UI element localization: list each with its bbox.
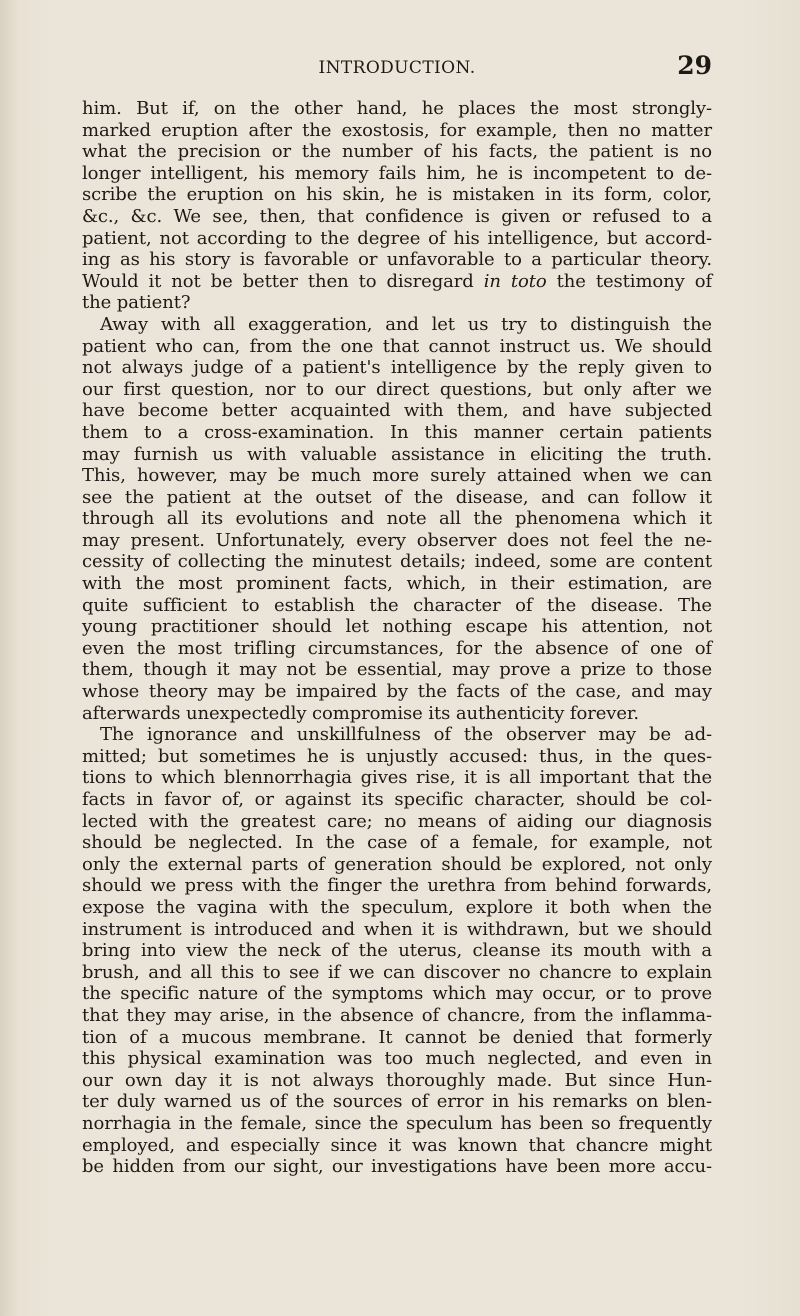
text-line: what the precision or the number of his facts, the patient is no (82, 141, 712, 163)
text-line: not always judge of a patient's intelligence by the reply given to (82, 357, 712, 379)
text-line: tions to which blennorrhagia gives rise, it is all important that the (82, 767, 712, 789)
text-line: cessity of collecting the minutest details; indeed, some are content (82, 551, 712, 573)
text-line: brush, and all this to see if we can discover no chancre to explain (82, 961, 712, 983)
text-line: employed, and especially since it was known that chancre might (82, 1134, 712, 1156)
text-line: that they may arise, in the absence of chancre, from the inflamma- (82, 1004, 712, 1026)
text-line: whose theory may be impaired by the facts of the case, and may (82, 681, 712, 703)
text-line: our first question, nor to our direct questions, but only after we (82, 378, 712, 400)
text-line: should be neglected. In the case of a female, for example, not (82, 832, 712, 854)
text-line: them to a cross-examination. In this manner certain patients (82, 421, 712, 443)
text-line: scribe the eruption on his skin, he is mistaken in its form, color, (82, 184, 712, 206)
text-line: may furnish us with valuable assistance in eliciting the truth. (82, 443, 712, 465)
text-line: see the patient at the outset of the disease, and can follow it (82, 486, 712, 508)
text-line: him. But if, on the other hand, he places the most strongly- (82, 98, 712, 119)
text-line: This, however, may be much more surely attained when we can (82, 465, 712, 487)
text-segment: the testimony of (556, 270, 713, 292)
text-line: patient who can, from the one that cannot instruct us. We should (82, 335, 712, 357)
text-line: through all its evolutions and note all the phenomena which it (82, 508, 712, 530)
text-line: tion of a mucous membrane. It cannot be denied that formerly (82, 1026, 712, 1048)
page-header (82, 51, 712, 86)
paragraph-start-line: The ignorance and unskillfulness of the observer may be ad- (100, 724, 712, 746)
text-line: should we press with the finger the urethra from behind forwards, (82, 875, 712, 897)
text-line: longer intelligent, his memory fails him, he is incompetent to de- (82, 162, 712, 184)
text-line: quite sufficient to establish the character of the disease. The (82, 594, 712, 616)
italic-phrase: in toto (483, 270, 547, 292)
text-line: afterwards unexpectedly compromise its authenticity forever. (82, 702, 640, 724)
text-line: have become better acquainted with them, and have subjected (82, 400, 712, 422)
text-line: be hidden from our sight, our investigations have been more accu- (82, 1156, 712, 1178)
text-line: bring into view the neck of the uterus, cleanse its mouth with a (82, 940, 712, 962)
text-line: ing as his story is favorable or unfavorable to a particular theory. (82, 249, 712, 271)
text-segment: Would it not be better then to disregard (82, 270, 474, 292)
text-line: them, though it may not be essential, may prove a prize to those (82, 659, 712, 681)
text-line: even the most trifling circumstances, for the absence of one of (82, 637, 712, 659)
text-line: only the external parts of generation should be explored, not only (82, 853, 712, 875)
running-title: INTRODUCTION. (318, 58, 476, 78)
text-line: this physical examination was too much neglected, and even in (82, 1048, 712, 1070)
text-line: young practitioner should let nothing escape his attention, not (82, 616, 712, 638)
text-line: may present. Unfortunately, every observer does not feel the ne- (82, 529, 712, 551)
text-line: expose the vagina with the speculum, explore it both when the (82, 896, 712, 918)
text-line: patient, not according to the degree of his intelligence, but accord- (82, 227, 712, 249)
text-line: instrument is introduced and when it is withdrawn, but we should (82, 918, 712, 940)
text-line: lected with the greatest care; no means of aiding our diagnosis (82, 810, 712, 832)
text-line: the specific nature of the symptoms which may occur, or to prove (82, 983, 712, 1005)
text-line: the patient? (82, 292, 191, 314)
paragraph-start-line: Away with all exaggeration, and let us try to distinguish the (100, 313, 712, 335)
text-line-with-italic (82, 271, 712, 293)
text-line: facts in favor of, or against its specific character, should be col- (82, 789, 712, 810)
text-line: &c., &c. We see, then, that confidence is given or refused to a (82, 205, 712, 227)
text-line: ter duly warned us of the sources of error in his remarks on blen- (82, 1091, 712, 1113)
text-line: our own day it is not always thoroughly made. But since Hun- (82, 1069, 712, 1091)
body-text (82, 98, 712, 1178)
text-line: marked eruption after the exostosis, for example, then no matter (82, 119, 712, 141)
text-line: norrhagia in the female, since the speculum has been so frequently (82, 1112, 712, 1134)
text-line: with the most prominent facts, which, in their estimation, are (82, 573, 712, 595)
text-line: mitted; but sometimes he is unjustly accused: thus, in the ques- (82, 745, 712, 767)
page-number: 29 (677, 51, 712, 80)
